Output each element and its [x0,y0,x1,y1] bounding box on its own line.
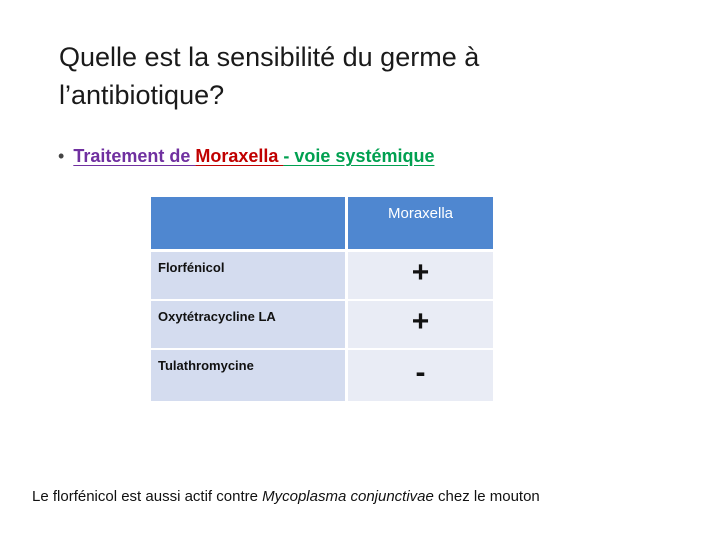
table-header-moraxella [348,197,493,249]
table-row-label [151,252,345,299]
bullet-segment-traitement: Traitement de [73,146,196,166]
bullet-dot: • [58,146,65,166]
table-row-value [348,252,493,299]
bullet-segment-moraxella: Moraxella [195,146,284,166]
table-header-moraxella-label: Moraxella [387,205,454,222]
table-row-value [348,301,493,348]
footer-text-before: Le florfénicol est aussi actif contre [32,488,263,505]
bullet-item [58,146,434,167]
slide-title: Quelle est la sensibilité du germe à l’antibiotique? [59,42,480,110]
table-header-empty [151,197,345,249]
bullet-segment-voie: - voie systémique [283,146,435,166]
antibiotic-name: Tulathromycine [158,358,254,373]
sensitivity-value: + [411,256,430,289]
footer-species: Mycoplasma conjunctivae [262,488,434,505]
sensitivity-value: - [415,356,426,389]
table-row-value [348,350,493,401]
antibiotic-name: Oxytétracycline LA [158,309,276,324]
sensitivity-value: + [411,305,430,338]
footer-note [32,488,540,505]
antibiotic-name: Florfénicol [158,260,225,275]
table-row-label [151,350,345,401]
footer-text-after: chez le mouton [433,488,540,505]
table-row-label [151,301,345,348]
